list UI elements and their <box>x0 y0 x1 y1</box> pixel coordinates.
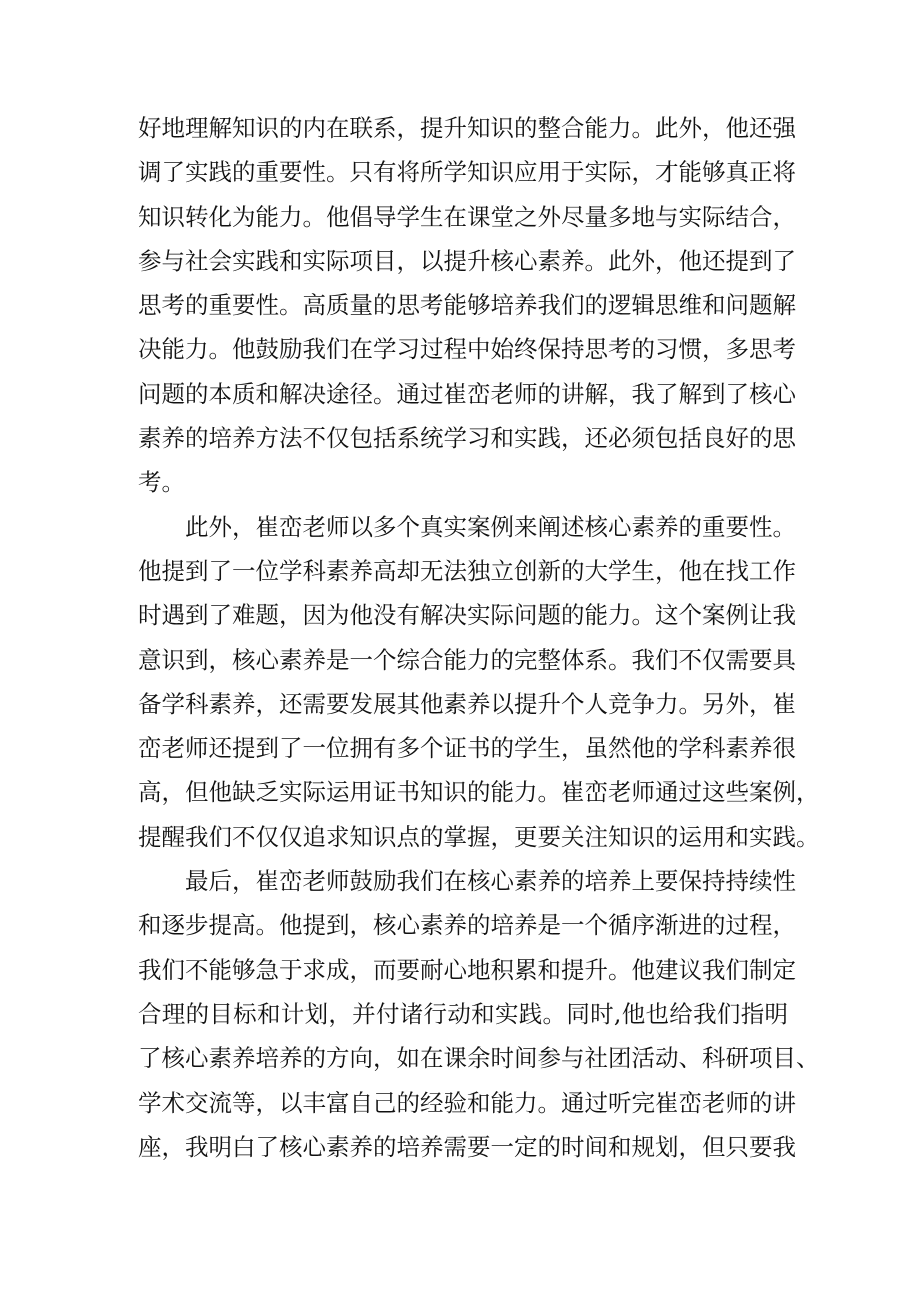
paragraph-first-line: 此外，崔峦老师以多个真实案例来阐述核心素养的重要性。 <box>185 512 796 541</box>
text-line: 提醒我们不仅仅追求知识点的掌握，更要关注知识的运用和实践。 <box>138 822 820 851</box>
text-line: 峦老师还提到了一位拥有多个证书的学生，虽然他的学科素养很 <box>138 734 796 763</box>
text-line: 座，我明白了核心素养的培养需要一定的时间和规划，但只要我 <box>138 1132 796 1161</box>
text-line: 了核心素养培养的方向，如在课余时间参与社团活动、科研项目、 <box>138 1044 820 1073</box>
text-line: 问题的本质和解决途径。通过崔峦老师的讲解，我了解到了核心 <box>138 379 796 408</box>
text-line: 思考的重要性。高质量的思考能够培养我们的逻辑思维和问题解 <box>138 291 796 320</box>
text-line: 参与社会实践和实际项目，以提升核心素养。此外，他还提到了 <box>138 246 796 275</box>
text-line: 高，但他缺乏实际运用证书知识的能力。崔峦老师通过这些案例， <box>138 778 820 807</box>
text-line: 意识到，核心素养是一个综合能力的完整体系。我们不仅需要具 <box>138 645 796 674</box>
text-line: 我们不能够急于求成，而要耐心地积累和提升。他建议我们制定 <box>138 955 796 984</box>
body-text <box>138 106 820 1169</box>
text-line: 学术交流等，以丰富自己的经验和能力。通过听完崔峦老师的讲 <box>138 1088 796 1117</box>
text-line: 调了实践的重要性。只有将所学知识应用于实际，才能够真正将 <box>138 158 796 187</box>
text-line: 好地理解知识的内在联系，提升知识的整合能力。此外，他还强 <box>138 114 796 142</box>
text-line: 素养的培养方法不仅包括系统学习和实践，还必须包括良好的思 <box>138 424 796 453</box>
text-line: 考。 <box>138 468 185 497</box>
text-line: 时遇到了难题，因为他没有解决实际问题的能力。这个案例让我 <box>138 601 796 630</box>
text-line: 决能力。他鼓励我们在学习过程中始终保持思考的习惯，多思考 <box>138 335 796 364</box>
text-line: 和逐步提高。他提到，核心素养的培养是一个循序渐进的过程， <box>138 911 796 940</box>
paragraph-first-line: 最后，崔峦老师鼓励我们在核心素养的培养上要保持持续性 <box>185 867 796 896</box>
text-line: 知识转化为能力。他倡导学生在课堂之外尽量多地与实际结合， <box>138 202 796 231</box>
text-line: 备学科素养，还需要发展其他素养以提升个人竞争力。另外，崔 <box>138 689 796 718</box>
text-line: 合理的目标和计划，并付诸行动和实践。同时,他也给我们指明 <box>138 999 788 1028</box>
text-line: 他提到了一位学科素养高却无法独立创新的大学生，他在找工作 <box>138 556 796 585</box>
